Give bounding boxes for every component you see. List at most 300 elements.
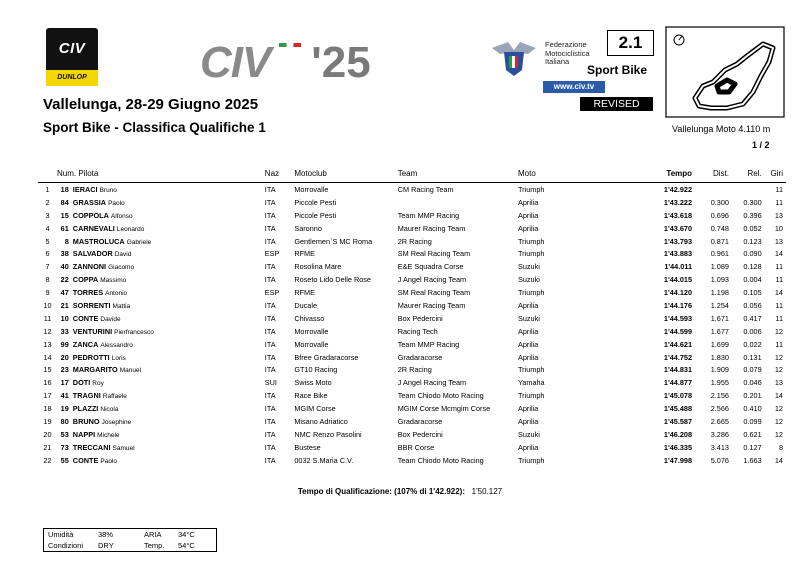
rider-number-cell: 22 bbox=[60, 275, 69, 285]
moto-cell: Suzuki bbox=[517, 275, 540, 285]
rider-number-cell: 15 bbox=[60, 210, 69, 220]
motoclub-cell: Morrovalle bbox=[294, 184, 329, 194]
rider-cell bbox=[73, 351, 265, 364]
distance-cell: 1.671 bbox=[710, 313, 729, 323]
qualification-label: Tempo di Qualificazione: (107% di 1'42.922): bbox=[297, 487, 465, 496]
table-row bbox=[38, 415, 786, 428]
table-row bbox=[38, 196, 786, 209]
rider-surname: SALVADOR bbox=[72, 249, 113, 259]
relative-cell: 0.079 bbox=[743, 365, 762, 375]
distance-cell: 2.566 bbox=[710, 404, 729, 414]
motoclub-cell: Ducale bbox=[294, 300, 318, 310]
team-cell: Gradaracorse bbox=[397, 416, 443, 426]
time-cell: 1'45.078 bbox=[663, 391, 693, 401]
position-cell: 12 bbox=[43, 326, 52, 336]
table-row bbox=[38, 454, 786, 467]
nationality-cell: ITA bbox=[264, 197, 276, 207]
relative-cell: 0.396 bbox=[743, 210, 762, 220]
team-cell: Team MMP Racing bbox=[397, 210, 460, 220]
italian-flag-stripe bbox=[279, 43, 301, 47]
table-row bbox=[38, 183, 786, 196]
rider-firstname: Davide bbox=[100, 315, 121, 323]
rider-firstname: Massimo bbox=[100, 277, 127, 285]
moto-cell: Triumph bbox=[517, 236, 545, 246]
position-cell: 7 bbox=[45, 262, 50, 272]
distance-cell: 1.198 bbox=[710, 288, 729, 298]
motoclub-cell: Piccole Pesti bbox=[294, 197, 337, 207]
moto-cell: Aprilia bbox=[517, 197, 539, 207]
moto-cell: Suzuki bbox=[517, 429, 540, 439]
position-cell: 14 bbox=[43, 352, 52, 362]
rider-cell bbox=[73, 312, 265, 325]
table-row bbox=[38, 428, 786, 441]
distance-cell: 1.254 bbox=[710, 300, 729, 310]
team-cell: Racing Tech bbox=[397, 326, 438, 336]
distance-cell: 1.955 bbox=[710, 378, 729, 388]
rider-cell bbox=[73, 325, 265, 338]
distance-cell: 1.677 bbox=[710, 326, 729, 336]
nationality-cell: ITA bbox=[264, 391, 276, 401]
civ-badge-text: CIV bbox=[58, 40, 86, 57]
rider-number-cell: 47 bbox=[60, 288, 69, 298]
relative-cell: 0.410 bbox=[743, 404, 762, 414]
rider-number-cell: 19 bbox=[60, 404, 69, 414]
relative-cell: 0.131 bbox=[743, 352, 762, 362]
qualification-time bbox=[0, 487, 800, 496]
time-cell: 1'43.793 bbox=[663, 236, 693, 246]
team-cell: Team MMP Racing bbox=[397, 339, 460, 349]
rider-number-cell: 18 bbox=[60, 184, 69, 194]
civ-25-logo bbox=[200, 38, 371, 88]
distance-cell: 5.076 bbox=[710, 455, 729, 465]
position-cell: 21 bbox=[43, 442, 52, 452]
position-cell: 8 bbox=[45, 275, 50, 285]
rider-surname: GRASSIA bbox=[72, 197, 107, 207]
motoclub-cell: Chivasso bbox=[294, 313, 325, 323]
time-cell: 1'46.208 bbox=[663, 429, 693, 439]
rider-firstname: Michele bbox=[97, 431, 120, 439]
rider-surname: TRECCANI bbox=[72, 442, 111, 452]
laps-cell: 11 bbox=[775, 313, 783, 323]
relative-cell: 0.052 bbox=[743, 223, 762, 233]
rider-cell bbox=[73, 247, 265, 260]
laps-cell: 11 bbox=[775, 184, 783, 194]
results-table bbox=[38, 162, 786, 467]
time-cell: 1'44.752 bbox=[663, 352, 693, 362]
moto-cell: Aprilia bbox=[517, 223, 539, 233]
session-title: Sport Bike - Classifica Qualifiche 1 bbox=[43, 120, 266, 135]
nationality-cell: ITA bbox=[264, 365, 276, 375]
rider-number-cell: 80 bbox=[60, 416, 69, 426]
rider-cell bbox=[73, 415, 265, 428]
federation-line: Italiana bbox=[545, 57, 570, 66]
relative-cell: 0.417 bbox=[743, 313, 762, 323]
team-cell: J Angel Racing Team bbox=[397, 378, 467, 388]
time-cell: 1'44.877 bbox=[663, 378, 693, 388]
moto-cell: Triumph bbox=[517, 391, 545, 401]
rider-firstname: Samuel bbox=[112, 444, 135, 452]
relative-cell: 0.099 bbox=[743, 416, 762, 426]
team-cell: SM Real Racing Team bbox=[397, 288, 471, 298]
laps-cell: 14 bbox=[774, 455, 783, 465]
time-cell: 1'43.618 bbox=[663, 210, 693, 220]
table-row bbox=[38, 260, 786, 273]
position-cell: 10 bbox=[43, 300, 52, 310]
table-row bbox=[38, 376, 786, 389]
logo-year: '25 bbox=[311, 38, 371, 87]
distance-cell: 0.300 bbox=[710, 197, 729, 207]
position-cell: 11 bbox=[43, 313, 52, 323]
moto-cell: Yamaha bbox=[517, 378, 545, 388]
rider-cell bbox=[73, 273, 265, 286]
rider-number-cell: 41 bbox=[60, 391, 69, 401]
rider-number-cell: 99 bbox=[60, 339, 69, 349]
rider-cell bbox=[73, 428, 265, 441]
motoclub-cell: Morrovalle bbox=[294, 339, 329, 349]
rider-firstname: Raffaele bbox=[102, 393, 127, 401]
position-cell: 22 bbox=[43, 455, 52, 465]
time-cell: 1'44.120 bbox=[663, 288, 693, 298]
position-cell: 19 bbox=[43, 416, 52, 426]
relative-cell: 0.090 bbox=[743, 249, 762, 259]
rider-surname: NAPPI bbox=[72, 429, 96, 439]
nationality-cell: ITA bbox=[264, 262, 276, 272]
moto-cell: Aprilia bbox=[517, 210, 539, 220]
time-cell: 1'44.593 bbox=[663, 313, 693, 323]
moto-cell: Triumph bbox=[517, 249, 545, 259]
team-cell: CM Racing Team bbox=[397, 184, 454, 194]
distance-cell: 0.748 bbox=[710, 223, 729, 233]
rider-number-cell: 73 bbox=[60, 442, 69, 452]
team-cell: BBR Corse bbox=[397, 442, 435, 452]
rider-firstname: Josephine bbox=[101, 418, 132, 426]
distance-cell: 2.665 bbox=[710, 416, 729, 426]
results-header-row bbox=[38, 162, 786, 183]
distance-cell: 1.093 bbox=[710, 275, 729, 285]
nationality-cell: ITA bbox=[264, 352, 276, 362]
distance-cell: 0.961 bbox=[710, 249, 729, 259]
header-moto: Moto bbox=[518, 162, 624, 183]
nationality-cell: ITA bbox=[264, 184, 276, 194]
relative-cell: 0.128 bbox=[743, 262, 762, 272]
rider-surname: MASTROLUCA bbox=[72, 236, 125, 246]
federation-line: Federazione bbox=[545, 40, 587, 49]
results-body bbox=[38, 183, 786, 467]
rider-firstname: Alessandro bbox=[100, 341, 133, 349]
motoclub-cell: Saronno bbox=[294, 223, 322, 233]
rider-surname: VENTURINI bbox=[72, 326, 113, 336]
laps-cell: 14 bbox=[774, 391, 783, 401]
laps-cell: 12 bbox=[774, 326, 783, 336]
rider-firstname: Alfonso bbox=[110, 212, 133, 220]
rider-surname: COPPOLA bbox=[72, 210, 109, 220]
nationality-cell: ITA bbox=[264, 300, 276, 310]
header-time: Tempo bbox=[623, 162, 692, 183]
moto-cell: Suzuki bbox=[517, 262, 540, 272]
header-num-rider: Num. Pilota bbox=[57, 162, 265, 183]
federation-line: Motociclistica bbox=[545, 48, 590, 58]
motoclub-cell: Misano Adriatico bbox=[294, 416, 348, 426]
rider-number-cell: 40 bbox=[60, 262, 69, 272]
nationality-cell: ESP bbox=[264, 249, 280, 259]
event-title: Vallelunga, 28-29 Giugno 2025 bbox=[43, 96, 259, 113]
team-cell: Box Pedercini bbox=[397, 313, 443, 323]
team-cell: Team Chiodo Moto Racing bbox=[397, 391, 484, 401]
rider-cell bbox=[73, 222, 265, 235]
distance-cell: 1.089 bbox=[710, 262, 729, 272]
position-cell: 13 bbox=[43, 339, 52, 349]
rider-firstname: Paolo bbox=[108, 199, 125, 207]
distance-cell: 3.286 bbox=[710, 429, 729, 439]
nationality-cell: ESP bbox=[264, 288, 280, 298]
rider-cell bbox=[73, 183, 265, 196]
rider-cell bbox=[73, 376, 265, 389]
position-cell: 18 bbox=[43, 404, 52, 414]
rider-firstname: Nicola bbox=[100, 406, 119, 414]
distance-cell: 0.871 bbox=[710, 236, 729, 246]
position-cell: 20 bbox=[43, 429, 52, 439]
civ-badge-logo bbox=[46, 28, 98, 86]
time-cell: 1'44.176 bbox=[663, 300, 693, 310]
laps-cell: 12 bbox=[774, 365, 783, 375]
rider-firstname: Antonio bbox=[105, 290, 128, 298]
nationality-cell: ITA bbox=[264, 210, 276, 220]
circuit-info: Vallelunga Moto 4.110 m bbox=[672, 124, 771, 134]
track-temp-label: Temp. bbox=[144, 541, 165, 550]
header-team: Team bbox=[398, 162, 518, 183]
track-map-icon bbox=[665, 26, 785, 118]
motoclub-cell: Gentlemen`S MC Roma bbox=[294, 236, 373, 246]
table-row bbox=[38, 351, 786, 364]
moto-cell: Triumph bbox=[517, 365, 545, 375]
air-temp-value: 34°C bbox=[178, 530, 195, 539]
position-cell: 16 bbox=[43, 378, 52, 388]
table-row bbox=[38, 363, 786, 376]
rider-firstname: Gabriele bbox=[126, 238, 152, 246]
relative-cell: 0.201 bbox=[743, 391, 762, 401]
humidity-label: Umidità bbox=[48, 530, 74, 539]
nationality-cell: ITA bbox=[264, 429, 276, 439]
time-cell: 1'44.011 bbox=[664, 262, 693, 272]
rider-surname: PLAZZI bbox=[72, 404, 99, 414]
team-cell: MGIM Corse Mcmgim Corse bbox=[397, 404, 491, 414]
rider-firstname: Roy bbox=[92, 380, 104, 388]
laps-cell: 10 bbox=[774, 223, 783, 233]
rider-surname: ZANNONI bbox=[72, 262, 107, 272]
rider-cell bbox=[73, 363, 265, 376]
position-cell: 2 bbox=[45, 197, 50, 207]
moto-cell: Aprilia bbox=[517, 300, 539, 310]
team-cell: Box Pedercini bbox=[397, 429, 443, 439]
time-cell: 1'43.670 bbox=[663, 223, 693, 233]
time-cell: 1'45.587 bbox=[663, 416, 693, 426]
team-cell: Team Chiodo Moto Racing bbox=[397, 455, 484, 465]
relative-cell: 0.621 bbox=[743, 429, 762, 439]
laps-cell: 12 bbox=[774, 352, 783, 362]
rider-surname: TORRES bbox=[72, 288, 104, 298]
rider-number-cell: 20 bbox=[60, 352, 69, 362]
rider-number-cell: 38 bbox=[60, 249, 69, 259]
header-relative: Rel. bbox=[729, 162, 762, 183]
team-cell: SM Real Racing Team bbox=[397, 249, 471, 259]
relative-cell: 0.123 bbox=[743, 236, 762, 246]
position-cell: 15 bbox=[43, 365, 52, 375]
table-row bbox=[38, 312, 786, 325]
laps-cell: 11 bbox=[775, 275, 783, 285]
laps-cell: 12 bbox=[774, 416, 783, 426]
distance-cell: 0.696 bbox=[710, 210, 729, 220]
team-cell: Maurer Racing Team bbox=[397, 300, 466, 310]
moto-cell: Triumph bbox=[517, 455, 545, 465]
time-cell: 1'44.831 bbox=[663, 365, 693, 375]
weather-row bbox=[44, 529, 217, 541]
relative-cell: 0.300 bbox=[743, 197, 762, 207]
nationality-cell: ITA bbox=[264, 223, 276, 233]
rider-number-cell: 23 bbox=[60, 365, 69, 375]
laps-cell: 12 bbox=[774, 429, 783, 439]
rider-cell bbox=[73, 196, 265, 209]
time-cell: 1'43.883 bbox=[663, 249, 693, 259]
relative-cell: 1.663 bbox=[743, 455, 762, 465]
laps-cell: 13 bbox=[774, 210, 783, 220]
header-motoclub: Motoclub bbox=[294, 162, 397, 183]
nationality-cell: ITA bbox=[264, 326, 276, 336]
time-cell: 1'43.222 bbox=[663, 197, 693, 207]
rider-surname: CONTE bbox=[72, 313, 99, 323]
rider-cell bbox=[73, 209, 265, 222]
team-cell: J Angel Racing Team bbox=[397, 275, 467, 285]
rider-cell bbox=[73, 454, 265, 467]
website-link[interactable]: www.civ.tv bbox=[543, 81, 605, 93]
relative-cell: 0.046 bbox=[743, 378, 762, 388]
rider-surname: MARGARITO bbox=[72, 365, 118, 375]
motoclub-cell: RFME bbox=[294, 288, 316, 298]
table-row bbox=[38, 299, 786, 312]
moto-cell: Aprilia bbox=[517, 326, 539, 336]
rider-number-cell: 53 bbox=[60, 429, 69, 439]
rider-firstname: David bbox=[114, 251, 132, 259]
team-cell: 2R Racing bbox=[397, 236, 432, 246]
rider-number-cell: 17 bbox=[60, 378, 69, 388]
distance-cell: 3.413 bbox=[710, 442, 729, 452]
motoclub-cell: RFME bbox=[294, 249, 316, 259]
track-temp-value: 54°C bbox=[178, 541, 195, 550]
rider-surname: BRUNO bbox=[72, 416, 100, 426]
moto-cell: Aprilia bbox=[517, 352, 539, 362]
rider-surname: DOTI bbox=[72, 378, 91, 388]
time-cell: 1'44.621 bbox=[663, 339, 693, 349]
position-cell: 9 bbox=[45, 288, 50, 298]
table-row bbox=[38, 222, 786, 235]
nationality-cell: ITA bbox=[264, 442, 276, 452]
motoclub-cell: 0032 S.Maria C.V. bbox=[294, 455, 354, 465]
weather-row bbox=[44, 540, 217, 552]
motoclub-cell: Piccole Pesti bbox=[294, 210, 337, 220]
humidity-value: 38% bbox=[98, 530, 114, 539]
rider-cell bbox=[73, 235, 265, 248]
table-row bbox=[38, 441, 786, 454]
rider-firstname: Loris bbox=[111, 354, 126, 362]
revised-badge: REVISED bbox=[580, 97, 653, 111]
motoclub-cell: NMC Renzo Pasolini bbox=[294, 429, 362, 439]
rider-firstname: Paolo bbox=[100, 457, 117, 465]
rider-number-cell: 21 bbox=[60, 300, 69, 310]
motoclub-cell: Morrovalle bbox=[294, 326, 329, 336]
rider-number-cell: 61 bbox=[60, 223, 69, 233]
laps-cell: 11 bbox=[775, 300, 783, 310]
position-cell: 17 bbox=[43, 391, 52, 401]
rider-surname: SORRENTI bbox=[72, 300, 111, 310]
conditions-label: Condizioni bbox=[48, 541, 84, 550]
team-cell: Maurer Racing Team bbox=[397, 223, 466, 233]
nationality-cell: SUI bbox=[264, 378, 277, 388]
nationality-cell: ITA bbox=[264, 339, 276, 349]
laps-cell: 11 bbox=[775, 197, 783, 207]
relative-cell: 0.056 bbox=[743, 300, 762, 310]
relative-cell: 0.105 bbox=[743, 288, 762, 298]
moto-cell: Aprilia bbox=[517, 404, 539, 414]
rider-cell bbox=[73, 389, 265, 402]
table-row bbox=[38, 402, 786, 415]
table-row bbox=[38, 273, 786, 286]
table-row bbox=[38, 247, 786, 260]
team-cell bbox=[398, 196, 518, 209]
motoclub-cell: Bfree Gradaracorse bbox=[294, 352, 359, 362]
motoclub-cell: Swiss Moto bbox=[294, 378, 332, 388]
table-row bbox=[38, 235, 786, 248]
rider-firstname: Giacomo bbox=[108, 264, 135, 272]
motoclub-cell: Bustese bbox=[294, 442, 321, 452]
table-row bbox=[38, 325, 786, 338]
table-row bbox=[38, 209, 786, 222]
laps-cell: 11 bbox=[775, 339, 783, 349]
fmi-emblem-icon bbox=[488, 38, 540, 78]
rider-number-cell: 84 bbox=[60, 197, 69, 207]
time-cell: 1'45.488 bbox=[663, 404, 693, 414]
distance-cell: 1.699 bbox=[710, 339, 729, 349]
team-cell: Gradaracorse bbox=[397, 352, 443, 362]
relative-cell: 0.022 bbox=[743, 339, 762, 349]
position-cell: 4 bbox=[45, 223, 50, 233]
civ-logo-text: CIV bbox=[200, 38, 271, 87]
dunlop-sponsor: DUNLOP bbox=[46, 70, 98, 86]
motoclub-cell: MGIM Corse bbox=[294, 404, 336, 414]
distance-cell bbox=[692, 183, 729, 196]
motoclub-cell: Roseto Lido Delle Rose bbox=[294, 275, 371, 285]
relative-cell: 0.004 bbox=[743, 275, 762, 285]
rider-cell bbox=[73, 260, 265, 273]
distance-cell: 1.909 bbox=[710, 365, 729, 375]
relative-cell: 0.127 bbox=[743, 442, 762, 452]
laps-cell: 11 bbox=[775, 262, 783, 272]
motoclub-cell: GT10 Racing bbox=[294, 365, 338, 375]
table-row bbox=[38, 338, 786, 351]
rider-surname: TRAGNI bbox=[72, 391, 101, 401]
federation-name bbox=[545, 41, 590, 67]
rider-surname: PEDROTTI bbox=[72, 352, 110, 362]
moto-cell: Triumph bbox=[517, 288, 545, 298]
laps-cell: 13 bbox=[774, 378, 783, 388]
rider-number-cell: 55 bbox=[60, 455, 69, 465]
rider-cell bbox=[73, 299, 265, 312]
time-cell: 1'44.599 bbox=[663, 326, 693, 336]
moto-cell: Suzuki bbox=[517, 313, 540, 323]
moto-cell: Aprilia bbox=[517, 339, 539, 349]
header-nationality: Naz bbox=[265, 162, 295, 183]
time-cell: 1'44.015 bbox=[663, 275, 693, 285]
rider-surname: CARNEVALI bbox=[72, 223, 115, 233]
distance-cell: 2.156 bbox=[710, 391, 729, 401]
